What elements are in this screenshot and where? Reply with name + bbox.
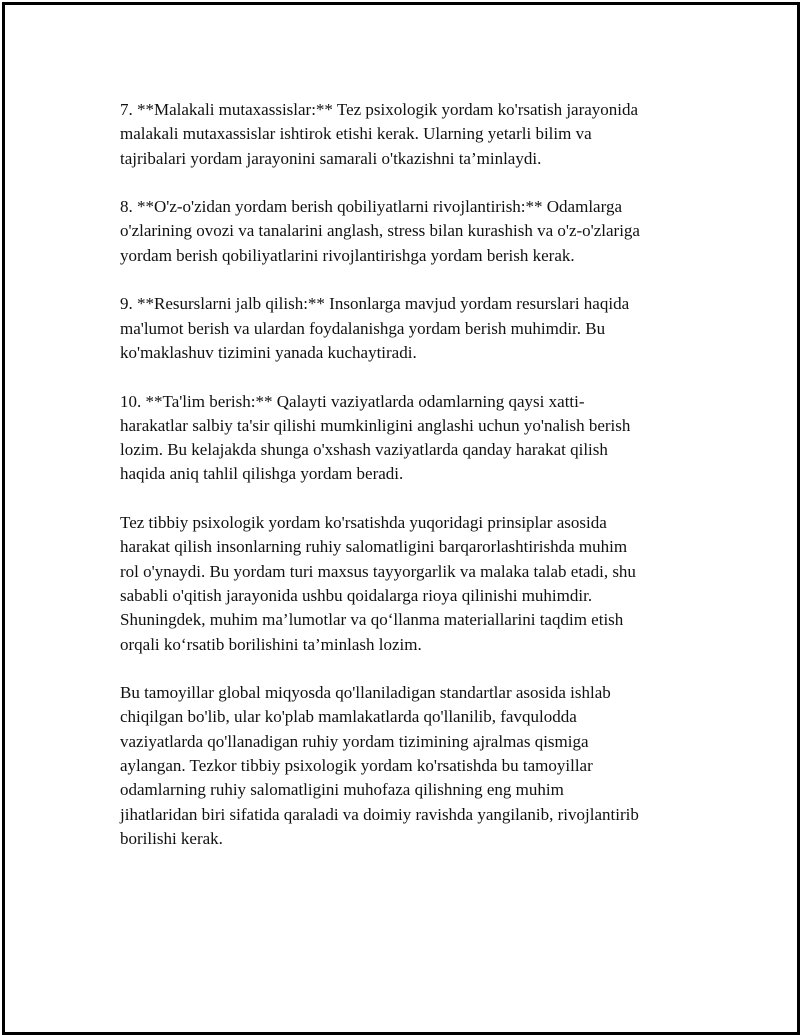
text-line: odamlarning ruhiy salomatligini muhofaza qilishning eng muhim	[120, 780, 564, 800]
text-line: sababli o'qitish jarayonida ushbu qoidalarga rioya qilinishi muhimdir.	[120, 585, 593, 605]
text-line: 10. **Ta'lim berish:** Qalayti vaziyatlarda odamlarning qaysi xatti-	[120, 391, 585, 411]
text-line: o'zlarining ovozi va tanalarini anglash, stress bilan kurashish va o'z-o'zlariga	[120, 221, 640, 241]
text-line: Tez tibbiy psixologik yordam ko'rsatishda yuqoridagi prinsiplar asosida	[120, 513, 607, 533]
paragraph-item-8	[120, 195, 695, 268]
text-line: yordam berish qobiliyatlarini rivojlantirishga yordam berish kerak.	[120, 245, 575, 265]
text-line: 9. **Resurslarni jalb qilish:** Insonlarga mavjud yordam resurslari haqida	[120, 294, 630, 314]
text-line: rol o'ynaydi. Bu yordam turi maxsus tayyorgarlik va malaka talab etadi, shu	[120, 561, 636, 581]
text-line: borilishi kerak.	[120, 828, 223, 848]
text-line: ko'maklashuv tizimini yanada kuchaytiradi.	[120, 342, 417, 362]
paragraph-item-10	[120, 390, 695, 487]
text-line: harakat qilish insonlarning ruhiy salomatligini barqarorlashtirishda muhim	[120, 537, 628, 557]
text-line: jihatlaridan biri sifatida qaraladi va doimiy ravishda yangilanib, rivojlantirib	[120, 804, 639, 824]
paragraph-item-7	[120, 98, 695, 171]
text-line: lozim. Bu kelajakda shunga o'xshash vaziyatlarda qanday harakat qilish	[120, 440, 608, 460]
text-line: chiqilgan bo'lib, ular ko'plab mamlakatlarda qo'llanilib, favqulodda	[120, 707, 577, 727]
paragraph-summary	[120, 511, 695, 657]
text-line: 7. **Malakali mutaxassislar:** Tez psixologik yordam ko'rsatish jarayonida	[120, 100, 639, 119]
text-line: haqida aniq tahlil qilishga yordam beradi.	[120, 464, 404, 484]
text-line: malakali mutaxassislar ishtirok etishi kerak. Ularning yetarli bilim va	[120, 124, 592, 144]
text-line: Shuningdek, muhim ma’lumotlar va qo‘llanma materiallarini taqdim etish	[120, 610, 624, 630]
paragraph-conclusion	[120, 681, 695, 851]
text-line: harakatlar salbiy ta'sir qilishi mumkinligini anglashi uchun yo'nalish berish	[120, 415, 631, 435]
text-line: ma'lumot berish va ulardan foydalanishga yordam berish muhimdir. Bu	[120, 318, 606, 338]
paragraph-item-9	[120, 292, 695, 365]
text-line: vaziyatlarda qo'llanadigan ruhiy yordam tizimining ajralmas qismiga	[120, 731, 589, 751]
text-line: aylangan. Tezkor tibbiy psixologik yordam ko'rsatishda bu tamoyillar	[120, 756, 593, 776]
page-frame	[2, 2, 800, 1035]
text-line: Bu tamoyillar global miqyosda qo'llaniladigan standartlar asosida ishlab	[120, 683, 611, 703]
text-line: 8. **O'z-o'zidan yordam berish qobiliyatlarni rivojlantirish:** Odamlarga	[120, 197, 622, 217]
text-line: tajribalari yordam jarayonini samarali o'tkazishni ta’minlaydi.	[120, 148, 542, 168]
text-line: orqali ko‘rsatib borilishini ta’minlash lozim.	[120, 634, 422, 654]
document-body	[120, 98, 695, 876]
